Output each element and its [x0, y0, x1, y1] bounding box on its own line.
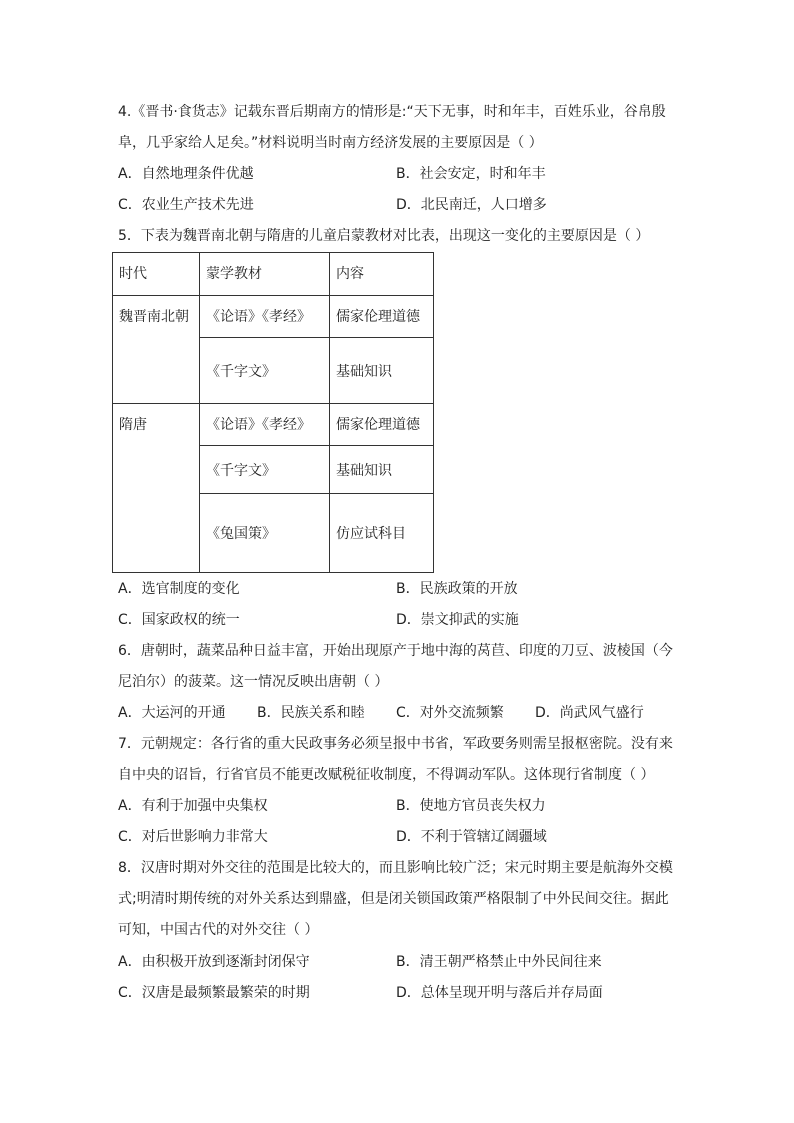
q5-stem: 5．下表为魏晋南北朝与隋唐的儿童启蒙教材对比表，出现这一变化的主要原因是（ ） [118, 228, 650, 244]
q7-option-a: A．有利于加强中央集权 [118, 798, 268, 814]
q6-option-b: B．民族关系和睦 [257, 705, 365, 721]
q4-option-a: A．自然地理条件优越 [118, 166, 254, 182]
table-cell-content: 基础知识 [330, 446, 434, 494]
q7-stem-line2: 自中央的诏旨，行省官员不能更改赋税征收制度，不得调动军队。这体现行省制度（ ） [118, 767, 655, 783]
q5-comparison-table [112, 252, 434, 573]
q7-option-b: B．使地方官员丧失权力 [396, 798, 546, 814]
q8-stem-line2: 式;明清时期传统的对外关系达到鼎盛，但是闭关锁国政策严格限制了中外民间交往。据此 [118, 891, 669, 907]
table-cell-content: 仿应试科目 [330, 494, 434, 573]
q8-stem-line1: 8．汉唐时期对外交往的范围是比较大的，而且影响比较广泛；宋元时期主要是航海外交模 [118, 860, 673, 876]
q8-stem-line3: 可知，中国古代的对外交往（ ） [118, 922, 319, 938]
table-cell-content: 基础知识 [330, 338, 434, 404]
q5-option-b: B．民族政策的开放 [396, 581, 518, 597]
q7-option-c: C．对后世影响力非常大 [118, 829, 268, 845]
q8-option-a: A．由积极开放到逐渐封闭保守 [118, 954, 310, 970]
q6-option-a: A．大运河的开通 [118, 705, 226, 721]
q7-stem-line1: 7．元朝规定：各行省的重大民政事务必须呈报中书省，军政要务则需呈报枢密院。没有来 [118, 736, 673, 752]
q8-option-d: D．总体呈现开明与落后并存局面 [396, 985, 603, 1001]
q5-option-a: A．选官制度的变化 [118, 581, 240, 597]
q4-option-d: D．北民南迁，人口增多 [396, 197, 547, 213]
q8-option-b: B．清王朝严格禁止中外民间往来 [396, 954, 602, 970]
q5-option-d: D．崇文抑武的实施 [396, 612, 519, 628]
table-era-suitang: 隋唐 [113, 404, 200, 573]
table-cell-textbook: 《千字文》 [200, 446, 330, 494]
q4-option-c: C．农业生产技术先进 [118, 197, 254, 213]
table-cell-content: 儒家伦理道德 [330, 296, 434, 338]
table-header-era: 时代 [113, 253, 200, 296]
q6-stem-line2: 尼泊尔）的菠菜。这一情况反映出唐朝（ ） [118, 674, 389, 690]
table-cell-textbook: 《论语》《孝经》 [200, 296, 330, 338]
table-header-content: 内容 [330, 253, 434, 296]
q7-option-d: D．不利于管辖辽阔疆域 [396, 829, 547, 845]
q6-option-d: D．尚武风气盛行 [535, 705, 644, 721]
q8-option-c: C．汉唐是最频繁最繁荣的时期 [118, 985, 310, 1001]
q4-stem-line1: 4.《晋书·食货志》记载东晋后期南方的情形是:“天下无事，时和年丰，百姓乐业，谷帛殷 [118, 104, 666, 120]
table-header-textbook: 蒙学教材 [200, 253, 330, 296]
table-era-weijin: 魏晋南北朝 [113, 296, 200, 404]
q5-option-c: C．国家政权的统一 [118, 612, 240, 628]
table-cell-content: 儒家伦理道德 [330, 404, 434, 446]
q6-stem-line1: 6．唐朝时，蔬菜品种日益丰富，开始出现原产于地中海的莴苣、印度的刀豆、波棱国（今 [118, 643, 673, 659]
table-cell-textbook: 《千字文》 [200, 338, 330, 404]
q4-option-b: B．社会安定，时和年丰 [396, 166, 546, 182]
q4-stem-line2: 阜，几乎家给人足矣。”材料说明当时南方经济发展的主要原因是（ ） [118, 135, 543, 151]
table-cell-textbook: 《兔国策》 [200, 494, 330, 573]
table-cell-textbook: 《论语》《孝经》 [200, 404, 330, 446]
q6-option-c: C．对外交流频繁 [396, 705, 504, 721]
